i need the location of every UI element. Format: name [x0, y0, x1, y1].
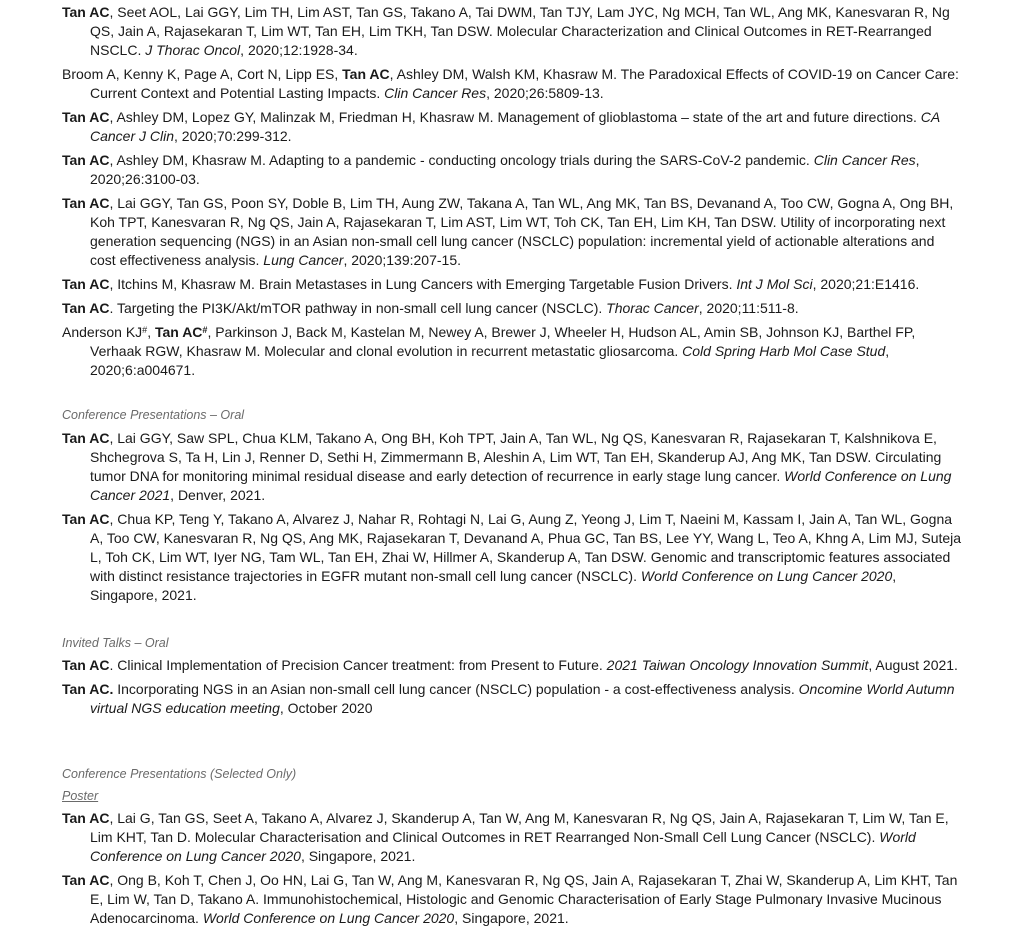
highlighted-author: Tan AC [62, 872, 110, 888]
highlighted-author: Tan AC [62, 152, 110, 168]
poster-entry: Tan AC, Ong B, Koh T, Chen J, Oo HN, Lai G, Tan W, Ang M, Kanesvaran R, Ng QS, Jain A, Rajasekaran T, Zhai W, Skanderup A, Lim KHT, Tan E, Lim W, Tan D, Takano A. Immunohistochemical, Histologic and Genomic Characterisation of Early Stage Pulmonary Invasive Mucinous Adenocarcinoma. World Conference on Lung Cancer 2020, Singapore, 2021. [62, 872, 958, 926]
highlighted-author: Tan AC [62, 4, 110, 20]
footnote-mark: # [202, 325, 208, 335]
journal-name: World Conference on Lung Cancer 2020 [640, 568, 893, 584]
selected-presentations-heading: Conference Presentations (Selected Only) [62, 767, 297, 781]
highlighted-author: Tan AC. [62, 681, 114, 697]
journal-name: Clin Cancer Res [384, 85, 487, 101]
oral-presentations-heading: Conference Presentations – Oral [62, 408, 245, 422]
highlighted-author: Tan AC [62, 195, 110, 211]
journal-name: World Conference on Lung Cancer 2020 [202, 910, 455, 926]
highlighted-author: Tan AC [154, 324, 203, 340]
journal-name: Lung Cancer [263, 252, 344, 268]
highlighted-author: Tan AC [62, 810, 110, 826]
journal-name: Int J Mol Sci [736, 276, 813, 292]
highlighted-author: Tan AC [62, 276, 110, 292]
publication-entry: Tan AC, Lai GGY, Tan GS, Poon SY, Doble B, Lim TH, Aung ZW, Takana A, Tan WL, Ang MK, Tan BS, Devanand A, Too CW, Gogna A, Ong BH, Koh TPT, Kanesvaran R, Ng QS, Jain A, Rajasekaran T, Lim AST, Lim WT, Toh CK, Tan EH, Lim KH, Tan DSW. Utility of incorporating next generation sequencing (NGS) in an Asian non-small cell lung cancer (NSCLC) population: incremental yield of actionable alterations and cost effectiveness analysis. Lung Cancer, 2020;139:207-15. [62, 195, 954, 268]
oral-presentations-list [62, 429, 962, 605]
invited-talks-list [62, 656, 962, 718]
publications-list [62, 3, 962, 380]
oral-presentation-entry: Tan AC, Chua KP, Teng Y, Takano A, Alvarez J, Nahar R, Rohtagi N, Lai G, Aung Z, Yeong J, Lim T, Naeini M, Kassam I, Jain A, Tan WL, Gogna A, Too CW, Kanesvaran R, Ng QS, Ang MK, Rajasekaran T, Devanand A, Phua GC, Tan BS, Lee YY, Wang L, Teo A, Khng A, Lim MJ, Suteja L, Toh CK, Lim WT, Iyer NG, Tam WL, Tan EH, Zhai W, Hillmer A, Skanderup A, Tan DSW. Genomic and transcriptomic features associated with distinct resistance trajectories in EGFR mutant non-small cell lung cancer (NSCLC). World Conference on Lung Cancer 2020, Singapore, 2021. [62, 511, 962, 603]
publication-entry: Tan AC, Ashley DM, Khasraw M. Adapting to a pandemic - conducting oncology trials during the SARS-CoV-2 pandemic. Clin Cancer Res, 2020;26:3100-03. [62, 152, 920, 187]
footnote-mark: # [142, 325, 148, 335]
journal-name: J Thorac Oncol [145, 42, 241, 58]
highlighted-author: Tan AC [342, 66, 390, 82]
highlighted-author: Tan AC [62, 109, 110, 125]
publication-entry: Tan AC, Ashley DM, Lopez GY, Malinzak M, Friedman H, Khasraw M. Management of glioblastoma – state of the art and future directions. CA Cancer J Clin, 2020;70:299-312. [62, 109, 940, 144]
journal-name: 2021 Taiwan Oncology Innovation Summit [606, 657, 869, 673]
poster-entry: Tan AC, Lai G, Tan GS, Seet A, Takano A, Alvarez J, Skanderup A, Tan W, Ang M, Kanesvaran R, Ng QS, Jain A, Rajasekaran T, Lim W, Tan E, Lim KHT, Tan D. Molecular Characterisation and Clinical Outcomes in RET Rearranged Non-Small Cell Lung Cancer (NSCLC). World Conference on Lung Cancer 2020, Singapore, 2021. [62, 810, 949, 864]
invited-talk-entry: Tan AC. Incorporating NGS in an Asian non-small cell lung cancer (NSCLC) population - a cost-effectiveness analysis. Oncomine World Autumn virtual NGS education meeting, October 2020 [62, 681, 955, 716]
highlighted-author: Tan AC [62, 300, 110, 316]
publication-entry: Anderson KJ#, Tan AC#, Parkinson J, Back M, Kastelan M, Newey A, Brewer J, Wheeler H, Hudson AL, Amin SB, Johnson KJ, Barthel FP, Verhaak RGW, Khasraw M. Molecular and clonal evolution in recurrent metastatic gliosarcoma. Cold Spring Harb Mol Case Stud, 2020;6:a004671. [62, 324, 916, 378]
oral-presentation-entry: Tan AC, Lai GGY, Saw SPL, Chua KLM, Takano A, Ong BH, Koh TPT, Jain A, Tan WL, Ng QS, Kanesvaran R, Rajasekaran T, Kalshnikova E, Shchegrova S, Ta H, Lin J, Renner D, Sethi H, Zimmermann B, Aleshin A, Lim WT, Tan EH, Skanderup AJ, Ang MK, Tan DSW. Circulating tumor DNA for monitoring minimal residual disease and early detection of recurrence in early stage lung cancer. World Conference on Lung Cancer 2021, Denver, 2021. [62, 430, 952, 503]
publication-entry: Broom A, Kenny K, Page A, Cort N, Lipp ES, Tan AC, Ashley DM, Walsh KM, Khasraw M. The Paradoxical Effects of COVID-19 on Cancer Care: Current Context and Potential Lasting Impacts. Clin Cancer Res, 2020;26:5809-13. [62, 66, 959, 101]
journal-name: Thorac Cancer [606, 300, 699, 316]
journal-name: World Conference on Lung Cancer 2021 [90, 468, 952, 503]
highlighted-author: Tan AC [62, 511, 110, 527]
journal-name: Cold Spring Harb Mol Case Stud [682, 343, 886, 359]
publication-entry: Tan AC. Targeting the PI3K/Akt/mTOR pathway in non-small cell lung cancer (NSCLC). Thorac Cancer, 2020;11:511-8. [62, 300, 799, 316]
journal-name: World Conference on Lung Cancer 2020 [90, 829, 916, 864]
highlighted-author: Tan AC [62, 430, 110, 446]
journal-name: Clin Cancer Res [813, 152, 916, 168]
highlighted-author: Tan AC [62, 657, 110, 673]
publication-entry: Tan AC, Seet AOL, Lai GGY, Lim TH, Lim AST, Tan GS, Takano A, Tai DWM, Tan TJY, Lam JYC, Ng MCH, Tan WL, Ang MK, Kanesvaran R, Ng QS, Jain A, Rajasekaran T, Lim WT, Tan EH, Lim TKH, Tan DSW. Molecular Characterization and Clinical Outcomes in RET-Rearranged NSCLC. J Thorac Oncol, 2020;12:1928-34. [62, 4, 950, 58]
poster-list [62, 809, 962, 928]
journal-name: CA Cancer J Clin [90, 109, 940, 144]
journal-name: Oncomine World Autumn virtual NGS education meeting [90, 681, 955, 716]
invited-talks-heading: Invited Talks – Oral [62, 636, 169, 650]
publication-entry: Tan AC, Itchins M, Khasraw M. Brain Metastases in Lung Cancers with Emerging Targetable Fusion Drivers. Int J Mol Sci, 2020;21:E1416. [62, 276, 920, 292]
invited-talk-entry: Tan AC. Clinical Implementation of Precision Cancer treatment: from Present to Future. 2021 Taiwan Oncology Innovation Summit, August 2021. [62, 657, 958, 673]
poster-heading: Poster [62, 789, 99, 803]
